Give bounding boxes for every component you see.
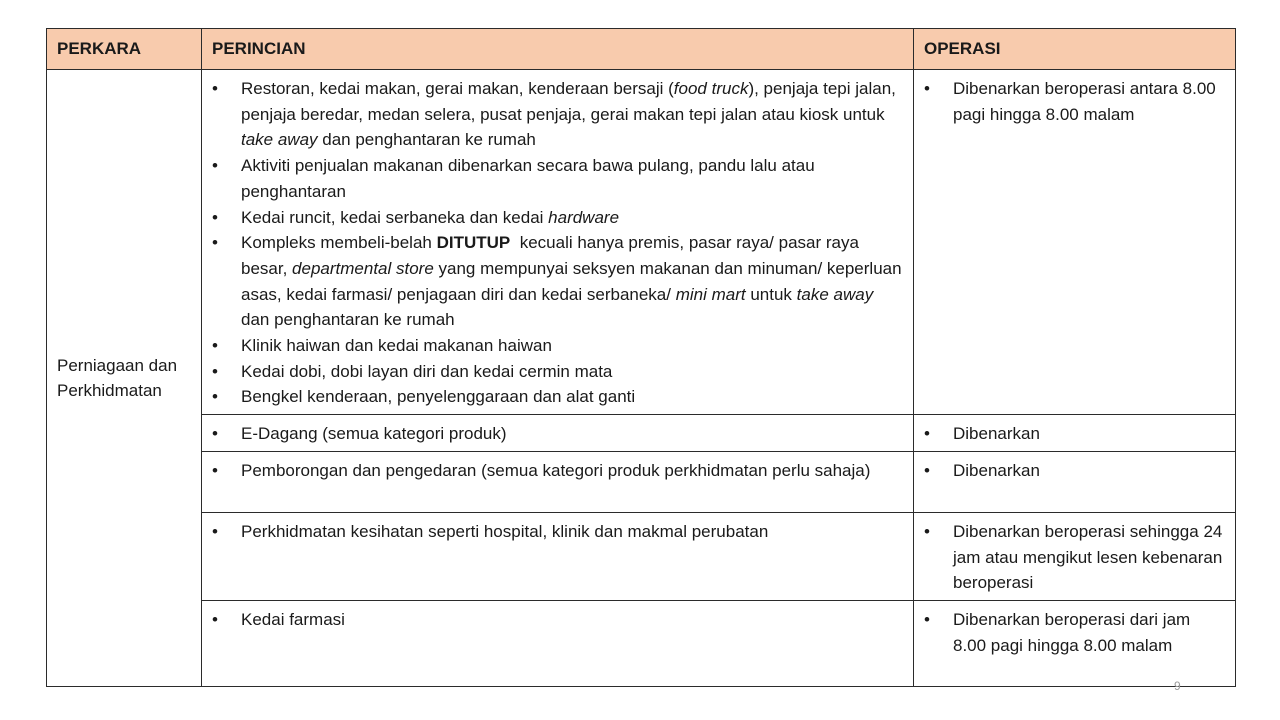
header-perincian: PERINCIAN [202,29,914,70]
operasi-cell [914,70,1236,415]
header-operasi: OPERASI [914,29,1236,70]
perkara-line2: Perkhidmatan [57,380,162,400]
perincian-cell [202,451,914,512]
table-row [47,600,1236,686]
perkara-line1: Perniagaan dan [57,355,178,375]
table-row [47,451,1236,512]
list-item: • Aktiviti penjualan makanan dibenarkan secara bawa pulang, pandu lalu atau penghantaran [210,153,905,204]
list-item: • Kedai runcit, kedai serbaneka dan kedai hardware [210,205,905,231]
list-item: • Perkhidmatan kesihatan seperti hospital, klinik dan makmal perubatan [210,519,905,545]
operasi-cell [914,512,1236,600]
list-item: • Dibenarkan beroperasi sehingga 24 jam atau mengikut lesen kebenaran beroperasi [922,519,1227,596]
list-item: • Restoran, kedai makan, gerai makan, kenderaan bersaji (food truck), penjaja tepi jalan, penjaja beredar, medan selera, pusat penjaja, gerai makan tepi jalan atau kiosk untuk take away dan penghantaran ke rumah [210,76,905,153]
page-number: 9 [1174,679,1181,693]
list-item: • Kedai dobi, dobi layan diri dan kedai cermin mata [210,359,905,385]
operasi-cell [914,415,1236,452]
list-item: • Dibenarkan beroperasi antara 8.00 pagi hingga 8.00 malam [922,76,1227,127]
perkara-cell [47,70,202,687]
header-perkara: PERKARA [47,29,202,70]
perincian-cell [202,415,914,452]
table-row [47,70,1236,415]
list-item: • Bengkel kenderaan, penyelenggaraan dan alat ganti [210,384,905,410]
list-item: • Dibenarkan beroperasi dari jam 8.00 pagi hingga 8.00 malam [922,607,1227,658]
table-row [47,512,1236,600]
list-item: • Kedai farmasi [210,607,905,633]
list-item: • Klinik haiwan dan kedai makanan haiwan [210,333,905,359]
header-row [47,29,1236,70]
perincian-cell [202,600,914,686]
table-row [47,415,1236,452]
list-item: • Dibenarkan [922,458,1227,484]
operasi-cell [914,451,1236,512]
operasi-cell [914,600,1236,686]
perincian-cell [202,70,914,415]
list-item: • Kompleks membeli-belah DITUTUP kecuali hanya premis, pasar raya/ pasar raya besar, departmental store yang mempunyai seksyen makanan dan minuman/ keperluan asas, kedai farmasi/ penjagaan diri dan kedai serbaneka/ mini mart untuk take away dan penghantaran ke rumah [210,230,905,333]
list-item: • Dibenarkan [922,421,1227,447]
list-item: • E-Dagang (semua kategori produk) [210,421,905,447]
regulation-table [46,28,1236,687]
perincian-cell [202,512,914,600]
list-item: • Pemborongan dan pengedaran (semua kategori produk perkhidmatan perlu sahaja) [210,458,905,484]
